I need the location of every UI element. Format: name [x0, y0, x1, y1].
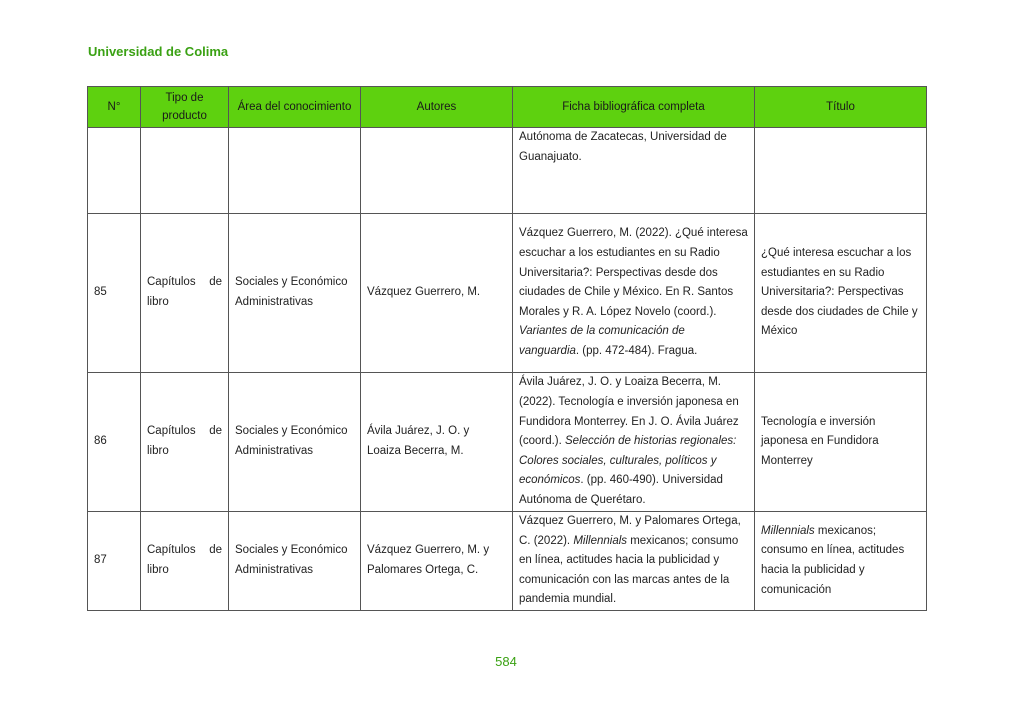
- cell-num: 85: [88, 214, 141, 373]
- cell-titulo: [755, 512, 927, 611]
- ficha-text: . (pp. 460-490). Universidad Autónoma de Querétaro.: [519, 474, 723, 506]
- cell-ficha: [513, 512, 755, 611]
- table-row: [88, 214, 927, 373]
- cell-ficha: Autónoma de Zacatecas, Universidad de Guanajuato.: [513, 128, 755, 214]
- cell-autores: [361, 128, 513, 214]
- cell-titulo: ¿Qué interesa escuchar a los estudiantes en su Radio Universitaria?: Perspectivas desde dos ciudades de Chile y México: [755, 214, 927, 373]
- table-header-row: [88, 87, 927, 128]
- cell-num: 87: [88, 512, 141, 611]
- cell-area: Sociales y Económico Administrativas: [229, 373, 361, 512]
- cell-num: 86: [88, 373, 141, 512]
- cell-area: Sociales y Económico Administrativas: [229, 214, 361, 373]
- page-number: 584: [495, 654, 517, 669]
- cell-area: [229, 128, 361, 214]
- header-autores: Autores: [361, 87, 513, 128]
- ficha-text: . (pp. 472-484). Fragua.: [575, 344, 698, 357]
- ficha-text: Vázquez Guerrero, M. (2022). ¿Qué interesa escuchar a los estudiantes en su Radio Universitaria?: Perspectivas desde dos ciudades de Chile y México. En R. Santos Morales y R. A. López Novelo (coord.).: [519, 227, 748, 318]
- titulo-italic-term: Millennials: [761, 524, 815, 537]
- header-num: N°: [88, 87, 141, 128]
- cell-ficha: [513, 373, 755, 512]
- ficha-text: Ávila Juárez, J. O. y Loaiza Becerra, M. (2022). Tecnología e inversión japonesa en Fundidora Monterrey. En J. O. Ávila Juárez (coord.).: [519, 376, 739, 448]
- bibliography-table: [87, 86, 927, 611]
- titulo-text: mexicanos; consumo en línea, actitudes hacia la publicidad y comunicación: [761, 524, 905, 596]
- ficha-italic-term: Millennials: [573, 534, 628, 547]
- table-row: [88, 373, 927, 512]
- document-header-title: Universidad de Colima: [88, 44, 229, 59]
- cell-tipo: [141, 128, 229, 214]
- cell-ficha: [513, 214, 755, 373]
- cell-num: [88, 128, 141, 214]
- ficha-book-title: Variantes de la comunicación de vanguardia: [519, 325, 685, 357]
- cell-tipo: Capítulos de libro: [141, 214, 229, 373]
- table-row-continuation: [88, 128, 927, 214]
- cell-titulo: Tecnología e inversión japonesa en Fundidora Monterrey: [755, 373, 927, 512]
- ficha-text: mexicanos; consumo en línea, actitudes hacia la publicidad y comunicación con las marcas antes de la pandemia mundial.: [519, 534, 739, 606]
- ficha-text: Vázquez Guerrero, M. y Palomares Ortega, C. (2022).: [519, 515, 741, 547]
- cell-titulo: [755, 128, 927, 214]
- header-area: Área del conocimiento: [229, 87, 361, 128]
- ficha-book-title: Selección de historias regionales: Colores sociales, culturales, políticos y económicos: [519, 435, 737, 487]
- cell-autores: Ávila Juárez, J. O. y Loaiza Becerra, M.: [361, 373, 513, 512]
- table-row: [88, 512, 927, 611]
- cell-tipo: Capítulos de libro: [141, 512, 229, 611]
- cell-autores: Vázquez Guerrero, M. y Palomares Ortega, C.: [361, 512, 513, 611]
- cell-area: Sociales y Económico Administrativas: [229, 512, 361, 611]
- header-titulo: Título: [755, 87, 927, 128]
- cell-autores: Vázquez Guerrero, M.: [361, 214, 513, 373]
- cell-tipo: Capítulos de libro: [141, 373, 229, 512]
- header-ficha: Ficha bibliográfica completa: [513, 87, 755, 128]
- header-tipo: Tipo de producto: [141, 87, 229, 128]
